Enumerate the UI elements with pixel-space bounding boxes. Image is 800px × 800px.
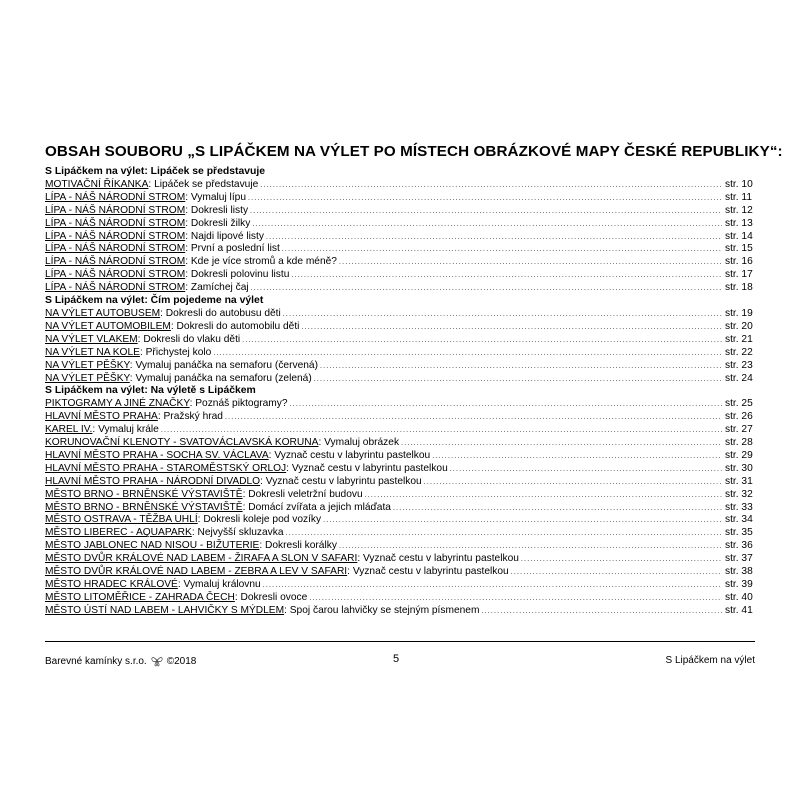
entry-category: MĚSTO ÚSTÍ NAD LABEM - LAHVIČKY S MÝDLEM: [45, 604, 285, 616]
toc-entry: [45, 476, 755, 489]
dot-leader: [252, 219, 722, 232]
entry-page: str. 37: [725, 553, 753, 565]
entry-text: MĚSTO JABLONEC NAD NISOU - BIŽUTERIE: Dokresli korálky: [45, 540, 337, 552]
toc-entry: [45, 605, 755, 618]
entry-task: Přichystej kolo: [145, 346, 212, 358]
entry-page: str. 24: [725, 372, 753, 384]
entry-text: MĚSTO BRNO - BRNĚNSKÉ VÝSTAVIŠTĚ: Dokresli veletržní budovu: [45, 488, 363, 500]
entry-category: HLAVNÍ MĚSTO PRAHA - SOCHA SV. VÁCLAVA: [45, 449, 269, 461]
dot-leader: [283, 309, 722, 322]
entry-page: str. 40: [725, 591, 753, 603]
entry-text: LÍPA - NÁŠ NÁRODNÍ STROM: Dokresli listy: [45, 204, 249, 216]
dot-leader: [250, 206, 722, 219]
entry-task: Kde je více stromů a kde méně?: [190, 256, 337, 268]
entry-task: Nejvyšší skluzavka: [197, 527, 284, 539]
entry-text: NA VÝLET PĚŠKY: Vymaluj panáčka na semaforu (červená): [45, 359, 318, 371]
entry-page: str. 15: [725, 243, 753, 255]
entry-text: MĚSTO HRADEC KRÁLOVÉ: Vymaluj královnu: [45, 579, 261, 590]
entry-task: Domácí zvířata a jejich mláďata: [248, 501, 391, 513]
entry-category: HLAVNÍ MĚSTO PRAHA - STAROMĚSTSKÝ ORLOJ: [45, 462, 287, 474]
entry-category: LÍPA - NÁŠ NÁRODNÍ STROM: [45, 256, 186, 268]
dot-leader: [291, 270, 722, 283]
toc-entry: [45, 282, 755, 295]
entry-category: MĚSTO BRNO - BRNĚNSKÉ VÝSTAVIŠTĚ: [45, 488, 243, 500]
toc-entry: [45, 540, 755, 553]
toc-entry: [45, 243, 755, 256]
footer-divider: [45, 641, 755, 642]
toc-entry: [45, 256, 755, 269]
entry-text: MOTIVAČNÍ ŘÍKANKA: Lipáček se představuje: [45, 178, 259, 190]
entry-category: MĚSTO HRADEC KRÁLOVÉ: [45, 579, 178, 590]
toc-entry: [45, 231, 755, 244]
dot-leader: [282, 244, 722, 257]
toc-entry: [45, 269, 755, 282]
entry-page: str. 31: [725, 475, 753, 487]
dot-leader: [266, 232, 722, 245]
entry-category: LÍPA - NÁŠ NÁRODNÍ STROM: [45, 269, 186, 281]
entry-page: str. 38: [725, 566, 753, 578]
entry-page: str. 14: [725, 230, 753, 242]
toc-entry: [45, 527, 755, 540]
toc-entry: [45, 205, 755, 218]
entry-task: Dokresli žilky: [190, 217, 251, 229]
toc-entry: [45, 308, 755, 321]
entry-category: MĚSTO LIBEREC - AQUAPARK: [45, 527, 192, 539]
entry-page: str. 11: [725, 191, 752, 203]
entry-text: NA VÝLET NA KOLE: Přichystej kolo: [45, 346, 212, 358]
table-of-contents: [45, 166, 755, 618]
entry-page: str. 13: [725, 217, 753, 229]
entry-task: Pražský hrad: [163, 411, 223, 423]
entry-task: Dokresli do autobusu děti: [165, 307, 281, 319]
dot-leader: [314, 374, 722, 387]
dot-leader: [301, 322, 722, 335]
entry-task: Vymaluj krále: [98, 424, 159, 436]
entry-text: MĚSTO LIBEREC - AQUAPARK: Nejvyšší skluzavka: [45, 527, 284, 539]
dot-leader: [401, 438, 722, 451]
entry-text: NA VÝLET AUTOBUSEM: Dokresli do autobusu děti: [45, 307, 281, 319]
entry-text: MĚSTO DVŮR KRÁLOVÉ NAD LABEM - ZEBRA A LEV V SAFARI: Vyznač cestu v labyrintu pastelkou: [45, 566, 509, 578]
entry-page: str. 26: [725, 411, 753, 423]
entry-text: HLAVNÍ MĚSTO PRAHA - NÁRODNÍ DIVADLO: Vyznač cestu v labyrintu pastelkou: [45, 475, 422, 487]
entry-category: NA VÝLET NA KOLE: [45, 346, 140, 358]
entry-category: KORUNOVAČNÍ KLENOTY - SVATOVÁCLAVSKÁ KORUNA: [45, 437, 319, 449]
entry-page: str. 21: [725, 333, 753, 345]
entry-text: MĚSTO OSTRAVA - TĚŽBA UHLÍ: Dokresli koleje pod vozíky: [45, 514, 322, 526]
dot-leader: [424, 477, 722, 490]
toc-entry: [45, 398, 755, 411]
dot-leader: [248, 193, 722, 206]
entry-task: Vymaluj lípu: [190, 191, 246, 203]
entry-task: Vyznač cestu v labyrintu pastelkou: [274, 449, 431, 461]
toc-entry: [45, 553, 755, 566]
entry-category: NA VÝLET VLAKEM: [45, 333, 138, 345]
entry-category: PIKTOGRAMY A JINÉ ZNAČKY: [45, 398, 190, 410]
page-title: OBSAH SOUBORU „S LIPÁČKEM NA VÝLET PO MÍSTECH OBRÁZKOVÉ MAPY ČESKÉ REPUBLIKY“:: [45, 143, 783, 160]
dot-leader: [242, 335, 722, 348]
entry-page: str. 19: [725, 307, 753, 319]
toc-entry: [45, 437, 755, 450]
dot-leader: [320, 361, 722, 374]
entry-text: LÍPA - NÁŠ NÁRODNÍ STROM: Dokresli polovinu listu: [45, 269, 290, 281]
entry-text: KORUNOVAČNÍ KLENOTY - SVATOVÁCLAVSKÁ KORUNA: Vymaluj obrázek: [45, 437, 400, 449]
entry-text: LÍPA - NÁŠ NÁRODNÍ STROM: První a poslední list: [45, 243, 280, 255]
entry-text: MĚSTO LITOMĚŘICE - ZAHRADA ČECH: Dokresli ovoce: [45, 591, 308, 603]
entry-category: LÍPA - NÁŠ NÁRODNÍ STROM: [45, 217, 186, 229]
toc-entry: [45, 192, 755, 205]
entry-task: První a poslední list: [190, 243, 280, 255]
entry-page: str. 34: [725, 514, 753, 526]
entry-text: LÍPA - NÁŠ NÁRODNÍ STROM: Dokresli žilky: [45, 217, 251, 229]
entry-page: str. 39: [725, 579, 753, 590]
butterfly-icon: [151, 655, 163, 667]
entry-page: str. 12: [725, 204, 753, 216]
entry-task: Dokresli ovoce: [240, 591, 308, 603]
entry-text: HLAVNÍ MĚSTO PRAHA - STAROMĚSTSKÝ ORLOJ: Vyznač cestu v labyrintu pastelkou: [45, 462, 448, 474]
entry-text: LÍPA - NÁŠ NÁRODNÍ STROM: Zamíchej čaj: [45, 282, 249, 294]
entry-page: str. 10: [725, 178, 753, 190]
entry-task: Dokresli veletržní budovu: [248, 488, 363, 500]
entry-page: str. 33: [725, 501, 753, 513]
entry-page: str. 22: [725, 346, 753, 358]
publisher-name: Barevné kamínky s.r.o.: [45, 655, 147, 667]
entry-task: Poznáš piktogramy?: [195, 398, 288, 410]
dot-leader: [286, 528, 722, 541]
dot-leader: [481, 606, 722, 619]
entry-category: NA VÝLET PĚŠKY: [45, 372, 130, 384]
entry-category: KAREL IV.: [45, 424, 93, 436]
entry-task: Vymaluj obrázek: [324, 437, 400, 449]
entry-page: str. 29: [725, 449, 753, 461]
entry-text: MĚSTO BRNO - BRNĚNSKÉ VÝSTAVIŠTĚ: Domácí zvířata a jejich mláďata: [45, 501, 391, 513]
entry-page: str. 27: [725, 424, 753, 436]
entry-category: LÍPA - NÁŠ NÁRODNÍ STROM: [45, 191, 186, 203]
entry-page: str. 28: [725, 437, 753, 449]
entry-page: str. 41: [725, 604, 753, 616]
entry-task: Vymaluj panáčka na semaforu (zelená): [135, 372, 312, 384]
entry-task: Vymaluj královnu: [183, 579, 261, 590]
entry-page: str. 20: [725, 320, 753, 332]
entry-category: MĚSTO LITOMĚŘICE - ZAHRADA ČECH: [45, 591, 235, 603]
entry-task: Dokresli listy: [190, 204, 249, 216]
toc-entry: [45, 489, 755, 502]
toc-entry: [45, 360, 755, 373]
entry-page: str. 32: [725, 488, 753, 500]
entry-task: Vymaluj panáčka na semaforu (červená): [135, 359, 318, 371]
entry-category: LÍPA - NÁŠ NÁRODNÍ STROM: [45, 230, 186, 242]
section-heading: S Lipáčkem na výlet: Lipáček se představuje: [45, 166, 266, 177]
entry-task: Dokresli korálky: [265, 540, 337, 552]
copyright-year: ©2018: [166, 655, 197, 667]
entry-page: str. 18: [725, 282, 753, 294]
entry-category: MĚSTO JABLONEC NAD NISOU - BIŽUTERIE: [45, 540, 260, 552]
entry-text: LÍPA - NÁŠ NÁRODNÍ STROM: Vymaluj lípu: [45, 191, 246, 203]
dot-leader: [251, 283, 722, 296]
entry-page: str. 17: [725, 269, 753, 281]
entry-page: str. 30: [725, 462, 753, 474]
dot-leader: [225, 412, 722, 425]
entry-text: PIKTOGRAMY A JINÉ ZNAČKY: Poznáš piktogramy?: [45, 398, 288, 410]
toc-entry: [45, 566, 755, 579]
toc-entry: [45, 424, 755, 437]
dot-leader: [521, 554, 722, 567]
entry-task: Dokresli do vlaku děti: [143, 333, 241, 345]
entry-task: Zamíchej čaj: [190, 282, 249, 294]
entry-text: HLAVNÍ MĚSTO PRAHA - SOCHA SV. VÁCLAVA: Vyznač cestu v labyrintu pastelkou: [45, 449, 431, 461]
section-heading: S Lipáčkem na výlet: Čím pojedeme na výlet: [45, 295, 264, 307]
entry-page: str. 23: [725, 359, 753, 371]
entry-text: MĚSTO ÚSTÍ NAD LABEM - LAHVIČKY S MÝDLEM: Spoj čarou lahvičky se stejným písmenem: [45, 604, 480, 616]
dot-leader: [365, 490, 722, 503]
entry-category: LÍPA - NÁŠ NÁRODNÍ STROM: [45, 243, 186, 255]
entry-task: Vyznač cestu v labyrintu pastelkou: [352, 566, 509, 578]
toc-entry: [45, 502, 755, 515]
entry-text: HLAVNÍ MĚSTO PRAHA: Pražský hrad: [45, 411, 223, 423]
entry-task: Dokresli do automobilu děti: [176, 320, 300, 332]
entry-page: str. 35: [725, 527, 753, 539]
toc-entry: [45, 411, 755, 424]
entry-task: Dokresli polovinu listu: [190, 269, 290, 281]
entry-text: NA VÝLET PĚŠKY: Vymaluj panáčka na semaforu (zelená): [45, 372, 312, 384]
toc-entry: [45, 179, 755, 192]
entry-category: MĚSTO DVŮR KRÁLOVÉ NAD LABEM - ŽIRAFA A SLON V SAFARI: [45, 553, 358, 565]
entry-text: NA VÝLET AUTOMOBILEM: Dokresli do automobilu děti: [45, 320, 300, 332]
entry-task: Lipáček se představuje: [154, 178, 259, 190]
book-title: S Lipáčkem na výlet: [665, 655, 755, 666]
entry-page: str. 16: [725, 256, 753, 268]
entry-page: str. 25: [725, 398, 753, 410]
entry-category: MOTIVAČNÍ ŘÍKANKA: [45, 178, 149, 190]
dot-leader: [290, 399, 722, 412]
section-heading: S Lipáčkem na výlet: Na výletě s Lipáčkem: [45, 385, 256, 397]
toc-entry: [45, 218, 755, 231]
entry-category: HLAVNÍ MĚSTO PRAHA - NÁRODNÍ DIVADLO: [45, 475, 261, 487]
entry-category: MĚSTO BRNO - BRNĚNSKÉ VÝSTAVIŠTĚ: [45, 501, 243, 513]
toc-entry: [45, 514, 755, 527]
entry-task: Vyznač cestu v labyrintu pastelkou: [362, 553, 519, 565]
entry-text: NA VÝLET VLAKEM: Dokresli do vlaku děti: [45, 333, 241, 345]
dot-leader: [393, 503, 722, 516]
dot-leader: [450, 464, 722, 477]
entry-text: LÍPA - NÁŠ NÁRODNÍ STROM: Najdi lipové listy: [45, 230, 264, 242]
entry-category: NA VÝLET PĚŠKY: [45, 359, 130, 371]
entry-category: LÍPA - NÁŠ NÁRODNÍ STROM: [45, 204, 186, 216]
entry-category: NA VÝLET AUTOBUSEM: [45, 307, 161, 319]
entry-category: NA VÝLET AUTOMOBILEM: [45, 320, 171, 332]
dot-leader: [432, 451, 722, 464]
page-number: 5: [393, 653, 400, 665]
toc-entry: [45, 321, 755, 334]
entry-task: Spoj čarou lahvičky se stejným písmenem: [289, 604, 480, 616]
toc-entry: [45, 463, 755, 476]
dot-leader: [323, 515, 722, 528]
entry-text: KAREL IV.: Vymaluj krále: [45, 424, 159, 436]
dot-leader: [511, 567, 722, 580]
dot-leader: [339, 257, 722, 270]
dot-leader: [263, 580, 722, 593]
entry-category: MĚSTO OSTRAVA - TĚŽBA UHLÍ: [45, 514, 198, 526]
dot-leader: [260, 180, 722, 193]
toc-entry: [45, 450, 755, 463]
entry-task: Vyznač cestu v labyrintu pastelkou: [291, 462, 448, 474]
entry-task: Dokresli koleje pod vozíky: [203, 514, 322, 526]
toc-entry: [45, 373, 755, 386]
toc-entry: [45, 592, 755, 605]
entry-text: MĚSTO DVŮR KRÁLOVÉ NAD LABEM - ŽIRAFA A SLON V SAFARI: Vyznač cestu v labyrintu pastelkou: [45, 553, 519, 565]
entry-task: Najdi lipové listy: [190, 230, 264, 242]
entry-task: Vyznač cestu v labyrintu pastelkou: [265, 475, 422, 487]
entry-text: LÍPA - NÁŠ NÁRODNÍ STROM: Kde je více stromů a kde méně?: [45, 256, 337, 268]
entry-category: HLAVNÍ MĚSTO PRAHA: [45, 411, 158, 423]
toc-entry: [45, 334, 755, 347]
footer-publisher: [45, 655, 196, 667]
entry-category: MĚSTO DVŮR KRÁLOVÉ NAD LABEM - ZEBRA A LEV V SAFARI: [45, 566, 348, 578]
toc-entry: [45, 347, 755, 360]
entry-page: str. 36: [725, 540, 753, 552]
toc-entry: [45, 579, 755, 592]
entry-category: LÍPA - NÁŠ NÁRODNÍ STROM: [45, 282, 186, 294]
